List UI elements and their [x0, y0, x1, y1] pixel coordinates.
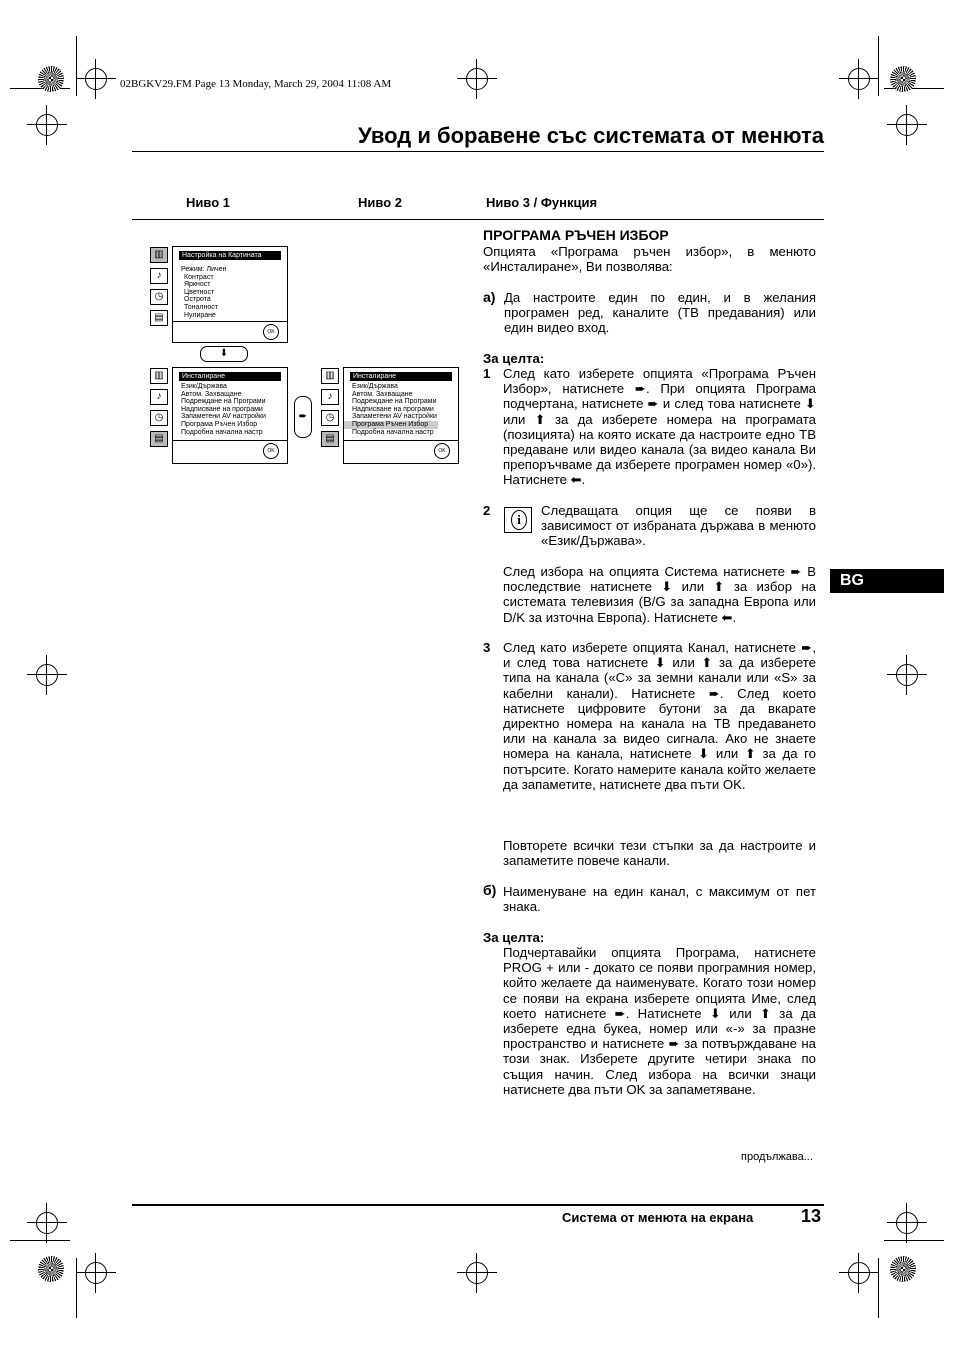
registration-mark-icon — [896, 1212, 918, 1234]
page-number: 13 — [801, 1206, 822, 1226]
registration-mark-icon — [36, 1212, 58, 1234]
menu-divider — [344, 440, 458, 441]
crop-mark — [878, 36, 879, 96]
level-3-heading: Ниво 3 / Функция — [486, 195, 598, 210]
menu-item-highlighted: Програма Ръчен Избор — [344, 421, 438, 429]
timer-icon: ◷ — [321, 410, 339, 426]
step-3-text: След като изберете опцията Канал, натиснете ➨, и след това натиснете ⬇ или ⬆ за да изберете типа на канала («C» за земни канали или «S» за кабелни канали). Натиснете ➨. След което натиснете цифровите бутони за да вкарате директно номера на канала на ТВ предаването или на канала за видео сигнала. Ако не знаете номера на канала, натиснете ⬇ или ⬆ за да го потърсите. Когато намерите канала който желаете да запаметите, натиснете два пъти OK. — [503, 640, 816, 792]
menu-item: Програма Ръчен Избор — [181, 420, 258, 428]
level-rule — [132, 219, 824, 220]
footer-rule — [132, 1204, 824, 1206]
menu-item: Подреждане на Програми — [352, 398, 437, 406]
registration-mark-icon — [85, 68, 107, 90]
menu-title: Инсталиране — [350, 372, 452, 381]
menu-item: Острота — [184, 296, 211, 304]
menu-item: Запаметени AV настройки — [352, 413, 437, 421]
sound-icon: ♪ — [150, 389, 168, 405]
registration-mark-icon — [466, 68, 488, 90]
ok-button-icon: OK — [263, 324, 279, 340]
menu-item: Подреждане на Програми — [181, 398, 266, 406]
down-arrow-icon: ⬇ — [200, 346, 248, 362]
page-title: Увод и боравене със системата от менюта — [358, 123, 824, 148]
menu-item: Нулиране — [184, 311, 216, 319]
intro-paragraph: Опцията «Програма ръчен избор», в менюто «Инсталиране», Ви позволява: — [483, 244, 816, 275]
sound-icon: ♪ — [321, 389, 339, 405]
footer-text: Система от менюта на екрана — [562, 1210, 754, 1225]
menu-item: Тоналност — [184, 303, 218, 311]
goal-heading: За целта: — [483, 351, 545, 366]
registration-mark-icon — [36, 664, 58, 686]
ok-button-icon: OK — [263, 443, 279, 459]
crop-mark — [10, 1240, 70, 1241]
menu-item: Подробна начална настр — [352, 428, 434, 436]
repeat-paragraph: Повторете всички тези стъпки за да настроите и запаметите повече канали. — [503, 838, 816, 869]
menu-title: Настройка на Картината — [179, 251, 281, 260]
step-2-text: След избора на опцията Система натиснете ➨ В последствие натиснете ⬇ или ⬆ за избор на системата телевизия (B/G за западна Европа или D/K за източна Европа). Натиснете ⬅. — [503, 564, 816, 625]
menu-item: Автом. Захващане — [352, 390, 413, 398]
info-icon: i — [504, 507, 532, 533]
setup-icon: ▤ — [150, 431, 168, 447]
menu-item: Език/Държава — [352, 383, 398, 390]
menu-icons — [150, 247, 168, 331]
step-number: 2 — [483, 503, 491, 518]
menu-divider — [173, 321, 287, 322]
menu-title: Инсталиране — [179, 372, 281, 381]
registration-sunburst-icon — [38, 1256, 64, 1282]
registration-mark-icon — [848, 68, 870, 90]
timer-icon: ◷ — [150, 289, 168, 305]
registration-mark-icon — [896, 664, 918, 686]
registration-mark-icon — [896, 114, 918, 136]
installation-menu — [172, 367, 288, 464]
registration-mark-icon — [848, 1262, 870, 1284]
menu-item: Надписване на програми — [181, 405, 263, 413]
menu-item: Яркност — [184, 281, 211, 289]
timer-icon: ◷ — [150, 410, 168, 426]
menu-item: Автом. Захващане — [181, 390, 242, 398]
menu-item: Подробна начална настр — [181, 428, 263, 436]
step-1-text: След като изберете опцията «Програма Ръчен Избор», натиснете ➨. При опцията Програма подчертана, натиснете ➨ и след това натиснете ⬇ или ⬆ за да изберете номера на програмата (позицията) на която искате да настроите едно ТВ предаване или видео канала (за видео канала Ви препоръчваме да изберете програмен номер «0»). Натиснете ⬅. — [503, 366, 816, 488]
crop-mark — [884, 1240, 944, 1241]
item-a-label: а) — [483, 289, 496, 305]
item-b-label: б) — [483, 882, 497, 898]
picture-adjust-menu — [172, 246, 288, 343]
step-number: 3 — [483, 640, 491, 655]
file-header: 02BGKV29.FM Page 13 Monday, March 29, 2004 11:08 AM — [120, 78, 392, 90]
picture-icon: ▥ — [150, 368, 168, 384]
item-b-text: Наименуване на един канал, с максимум от пет знака. — [503, 884, 816, 915]
menu-icons — [150, 368, 168, 452]
right-arrow-icon: ➨ — [294, 396, 312, 438]
language-tab: BG — [830, 569, 944, 593]
menu-item: Език/Държава — [181, 383, 227, 390]
menu-item: Цветност — [184, 288, 215, 296]
crop-mark — [878, 1258, 879, 1318]
menu-item: Запаметени AV настройки — [181, 413, 266, 421]
menu-divider — [173, 440, 287, 441]
section-heading: ПРОГРАМА РЪЧЕН ИЗБОР — [483, 227, 669, 243]
menu-item: Режим: Личен — [181, 266, 227, 273]
registration-mark-icon — [466, 1262, 488, 1284]
goal-heading: За целта: — [483, 930, 545, 945]
step-2-note: Следващата опция ще се появи в зависимост от избраната държава в менюто «Език/Държава». — [541, 503, 816, 549]
sound-icon: ♪ — [150, 268, 168, 284]
installation-menu-selected — [343, 367, 459, 464]
menu-item: Контраст — [184, 273, 214, 281]
level-2-heading: Ниво 2 — [358, 195, 402, 210]
registration-mark-icon — [85, 1262, 107, 1284]
registration-sunburst-icon — [890, 66, 916, 92]
crop-mark — [76, 36, 77, 96]
crop-mark — [76, 1258, 77, 1318]
picture-icon: ▥ — [150, 247, 168, 263]
registration-sunburst-icon — [890, 1256, 916, 1282]
menu-icons — [321, 368, 339, 452]
menu-item: Надписване на програми — [352, 405, 434, 413]
continued-note: продължава... — [741, 1151, 813, 1163]
setup-icon: ▤ — [150, 310, 168, 326]
ok-button-icon: OK — [434, 443, 450, 459]
item-b-steps: Подчертавайки опцията Програма, натиснете PROG + или - докато се появи програмния номер, който желаете да наименувате. Когато този номер се появи на екрана изберете опцията Име, след което натиснете ➨. Натиснете ⬇ или ⬆ за да изберете една букеа, номер или «-» за празне пространство и натиснете ➨ за потвърждаване на този знак. Изберете другите четири знака по същия начин. След избора на всички знаци натиснете два пъти OK за запаметяване. — [503, 945, 816, 1097]
level-1-heading: Ниво 1 — [186, 195, 230, 210]
registration-sunburst-icon — [38, 66, 64, 92]
step-number: 1 — [483, 366, 491, 381]
setup-icon: ▤ — [321, 431, 339, 447]
title-rule — [132, 151, 824, 152]
registration-mark-icon — [36, 114, 58, 136]
picture-icon: ▥ — [321, 368, 339, 384]
crop-mark — [10, 88, 70, 89]
item-a-text: Да настроите един по един, и в желания програмен ред, каналите (ТВ предавания) или един видео вход. — [504, 290, 816, 336]
